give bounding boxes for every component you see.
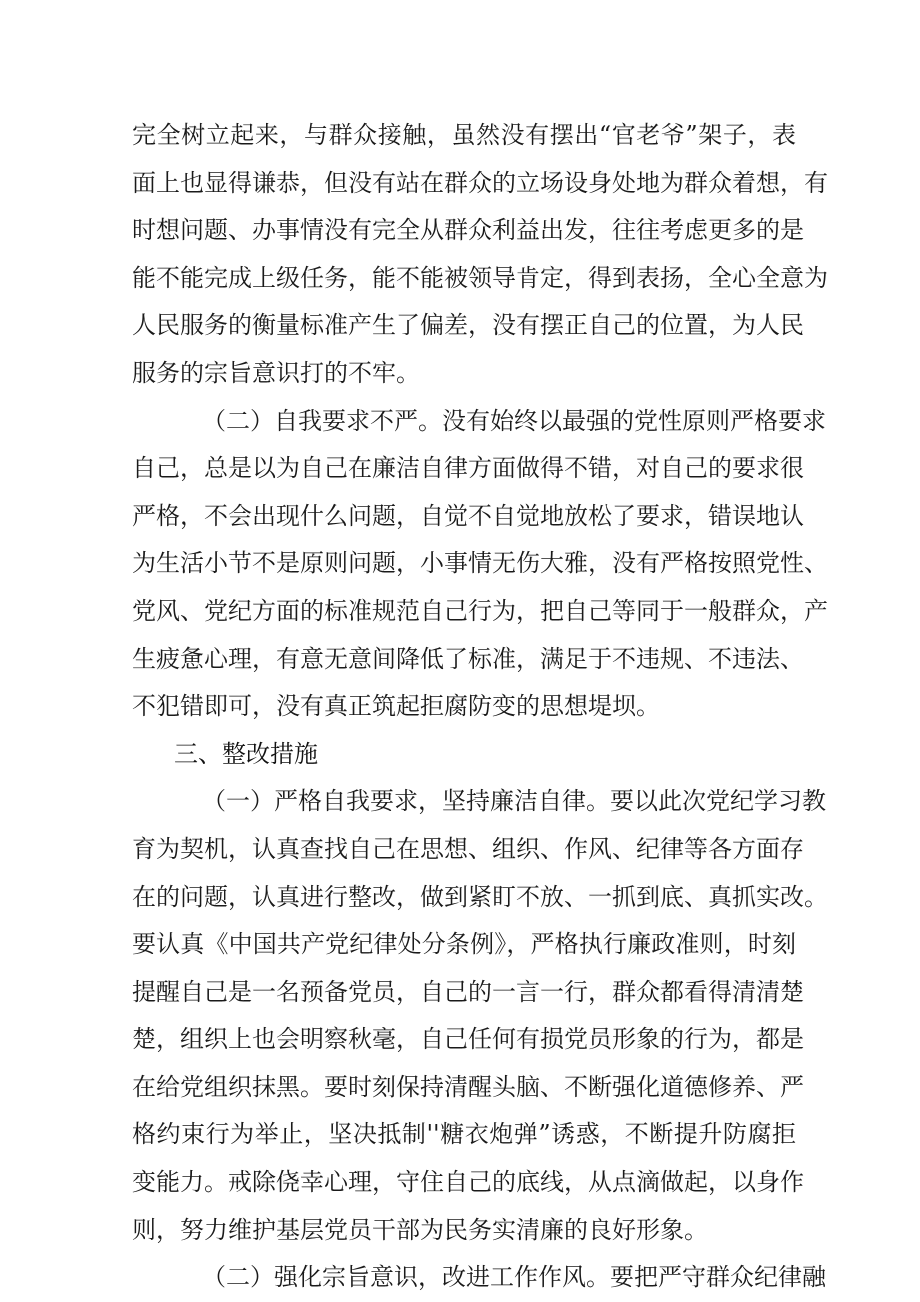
text-line: 人民服务的衡量标准产生了偏差，没有摆正自己的位置，为人民	[132, 311, 804, 340]
text-line: 育为契机，认真查找自己在思想、组织、作风、纪律等各方面存	[132, 834, 804, 863]
text-line: 楚，组织上也会明察秋毫，自己任何有损党员形象的行为，都是	[132, 1025, 804, 1054]
text-line: 格约束行为举止，坚决抵制''糖衣炮弹”诱惑，不断提升防腐拒	[132, 1120, 796, 1149]
document-body	[132, 112, 828, 1302]
text-line: 时想问题、办事情没有完全从群众利益出发，往往考虑更多的是	[132, 216, 804, 245]
text-line: 能不能完成上级任务，能不能被领导肯定，得到表扬，全心全意为	[132, 263, 828, 292]
text-line: 面上也显得谦恭，但没有站在群众的立场设身处地为群众着想，有	[132, 168, 828, 197]
section-heading: 三、整改措施	[174, 739, 318, 768]
text-line: 则，努力维护基层党员干部为民务实清廉的良好形象。	[132, 1215, 708, 1244]
paragraph-service-awareness	[132, 112, 828, 398]
text-line: 为生活小节不是原则问题，小事情无伤大雅，没有严格按照党性、	[132, 549, 828, 578]
text-line: （二）强化宗旨意识，改进工作作风。要把严守群众纪律融	[202, 1263, 826, 1292]
text-line: 在的问题，认真进行整改，做到紧盯不放、一抓到底、真抓实改。	[132, 882, 828, 911]
text-line: 严格，不会出现什么问题，自觉不自觉地放松了要求，错误地认	[132, 501, 804, 530]
text-line: 服务的宗旨意识打的不牢。	[132, 358, 420, 387]
text-line: 党风、党纪方面的标准规范自己行为，把自己等同于一般群众，产	[132, 596, 828, 625]
text-line: （二）自我要求不严。没有始终以最强的党性原则严格要求	[202, 406, 826, 435]
text-line: 提醒自己是一名预备党员，自己的一言一行，群众都看得清清楚	[132, 977, 804, 1006]
text-line: （一）严格自我要求，坚持廉洁自律。要以此次党纪学习教	[202, 787, 826, 816]
text-line: 完全树立起来，与群众接触，虽然没有摆出“官老爷”架子，表	[132, 121, 796, 149]
text-line: 自己，总是以为自己在廉洁自律方面做得不错，对自己的要求很	[132, 454, 804, 483]
text-line: 生疲惫心理，有意无意间降低了标准，满足于不违规、不违法、	[132, 644, 804, 673]
text-line: 变能力。戒除侥幸心理，守住自己的底线，从点滴做起，以身作	[132, 1168, 804, 1197]
paragraph-rectification-1	[132, 778, 828, 1254]
paragraph-rectification-2	[132, 1254, 826, 1302]
text-line: 要认真《中国共产党纪律处分条例》，严格执行廉政准则，时刻	[132, 930, 796, 959]
paragraph-self-discipline	[132, 398, 828, 731]
text-line: 不犯错即可，没有真正筑起拒腐防变的思想堤坝。	[132, 692, 660, 721]
text-line: 在给党组织抹黑。要时刻保持清醒头脑、不断强化道德修养、严	[132, 1072, 804, 1101]
